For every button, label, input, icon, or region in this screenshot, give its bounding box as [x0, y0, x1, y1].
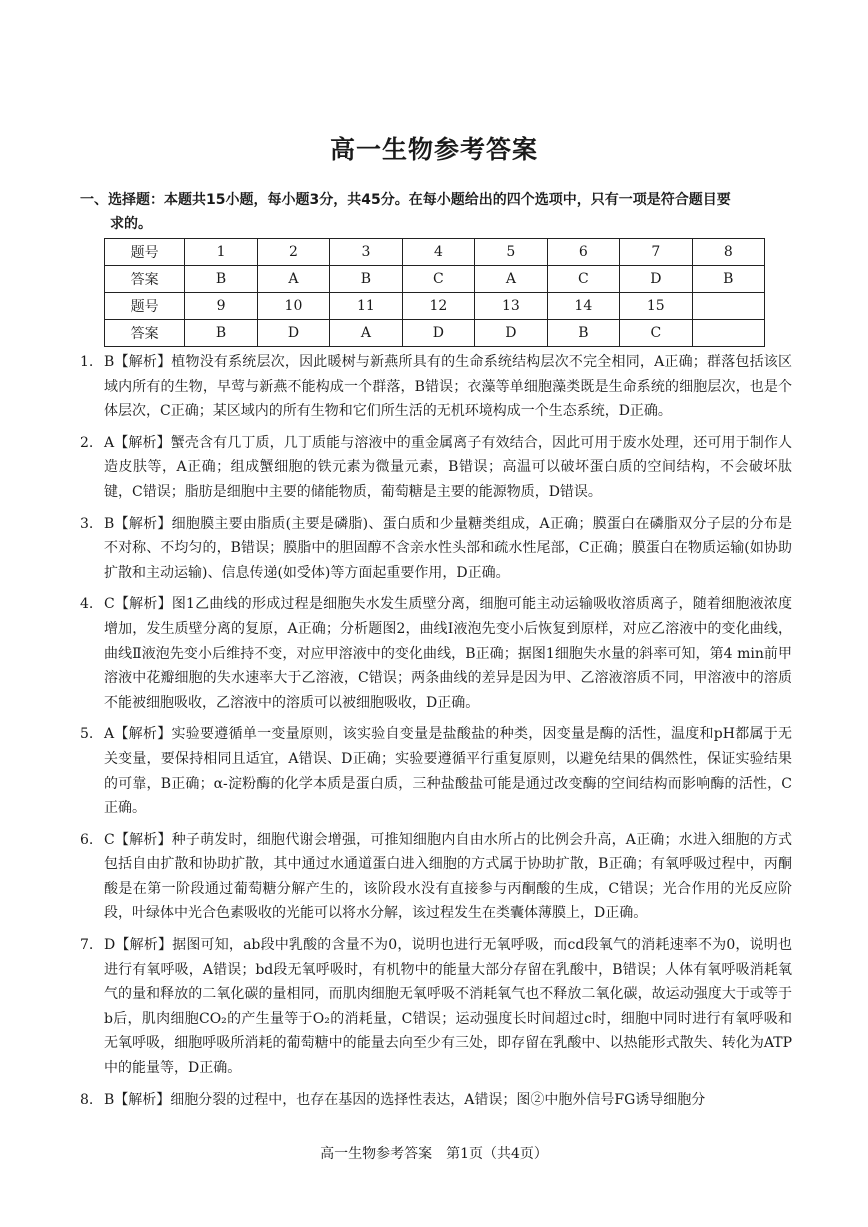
explanation-answer: D [104, 937, 116, 954]
explanation-number: 2. [80, 434, 94, 451]
answer-table-cell: D [257, 320, 329, 347]
explanation-text: 据图可知，ab段中乳酸的含量不为0，说明也进行无氧呼吸，而cd段氧气的消耗速率不为0，说明也进行有氧呼吸，A错误；bd段无氧呼吸时，有机物中的能量大部分存留在乳酸中，B错误；人体有氧呼吸消耗氧气的量和释放的二氧化碳的量相同，而肌肉细胞无氧呼吸不消耗氧气也不释放二氧化碳，故运动强度大于或等于b后，肌肉细胞CO₂的产生量等于O₂的消耗量，C错误；运动强度长时间超过c时，细胞中同时进行有氧呼吸和无氧呼吸，细胞呼吸所消耗的葡萄糖中的能量去向至少有三处，即存留在乳酸中、以热能形式散失、转化为ATP中的能量等，D正确。 [104, 937, 792, 1077]
answer-table-row-header: 题号 [105, 293, 185, 320]
explanation-body [104, 828, 792, 926]
explanation-item [80, 350, 792, 424]
answer-table-cell: A [330, 320, 402, 347]
explanation-text: 种子萌发时，细胞代谢会增强，可推知细胞内自由水所占的比例会升高，A正确；水进入细胞的方式包括自由扩散和协助扩散，其中通过水通道蛋白进入细胞的方式属于协助扩散，B正确；有氧呼吸过程中，丙酮酸是在第一阶段通过葡萄糖分解产生的，该阶段水没有直接参与丙酮酸的生成，C错误；光合作用的光反应阶段，叶绿体中光合色素吸收的光能可以将水分解，该过程发生在类囊体薄膜上，D正确。 [104, 831, 793, 922]
answer-table-cell: B [547, 320, 619, 347]
answer-table-cell: 15 [620, 293, 692, 320]
answer-table-cell: B [692, 266, 764, 293]
answer-table-cell: 11 [330, 293, 402, 320]
explanation-item [80, 828, 792, 926]
explanation-number: 8. [80, 1091, 94, 1108]
explanation-answer: C [104, 831, 115, 848]
answer-table-cell: 3 [330, 239, 402, 266]
answer-table-cell: 10 [257, 293, 329, 320]
explanation-item [80, 431, 792, 505]
answer-table-cell: 1 [185, 239, 257, 266]
answer-table-cell: 13 [475, 293, 547, 320]
answer-table-cell: 8 [692, 239, 764, 266]
page-title: 高一生物参考答案 [329, 135, 538, 164]
answer-table-cell: 7 [620, 239, 692, 266]
section-heading-line1: 一、选择题：本题共15小题，每小题3分，共45分。在每小题给出的四个选项中，只有一项是符合题目要 [80, 192, 731, 208]
page-footer: 高一生物参考答案 第1页（共4页） [320, 1146, 548, 1162]
explanation-tag: 【解析】 [114, 596, 172, 613]
answer-table-cell: 6 [547, 239, 619, 266]
explanation-item [80, 722, 792, 820]
answer-table-row [105, 239, 765, 266]
answer-table-cell: 9 [185, 293, 257, 320]
answer-table-cell: B [185, 320, 257, 347]
explanation-item [80, 933, 792, 1081]
explanation-number: 4. [80, 596, 94, 613]
explanation-tag: 【解析】 [114, 354, 172, 370]
explanation-answer: A [104, 726, 115, 743]
explanation-body [104, 933, 792, 1081]
answer-table-row [105, 320, 765, 347]
answer-table-cell: 4 [402, 239, 474, 266]
explanation-answer: C [104, 596, 115, 613]
explanation-number: 3. [80, 515, 94, 532]
answer-table-cell: D [620, 266, 692, 293]
explanation-body [104, 512, 792, 586]
answer-table-cell: A [257, 266, 329, 293]
explanation-answer: B [104, 1091, 115, 1108]
explanation-body [104, 431, 792, 505]
answer-table-cell: D [475, 320, 547, 347]
explanation-answer: B [104, 515, 115, 532]
explanation-tag: 【解析】 [114, 726, 172, 743]
explanation-number: 7. [80, 937, 94, 954]
explanation-body [104, 592, 792, 715]
section-heading-line2: 求的。 [110, 216, 152, 232]
explanation-body [104, 350, 792, 424]
answer-table-row-header: 答案 [105, 320, 185, 347]
explanation-text: 图1乙曲线的形成过程是细胞失水发生质壁分离，细胞可能主动运输吸收溶质离子，随着细胞液浓度增加，发生质壁分离的复原，A正确；分析题图2，曲线Ⅰ液泡先变小后恢复到原样，对应乙溶液中的变化曲线，曲线Ⅱ液泡先变小后维持不变，对应甲溶液中的变化曲线，B正确；据图1细胞失水量的斜率可知，第4 min前甲溶液中花瓣细胞的失水速率大于乙溶液，C错误；两条曲线的差异是因为甲、乙溶液溶质不同，甲溶液中的溶质不能被细胞吸收，乙溶液中的溶质可以被细胞吸收，D正确。 [104, 596, 793, 711]
answer-table-row [105, 266, 765, 293]
answer-table-row-header: 题号 [105, 239, 185, 266]
answer-table-cell [692, 293, 764, 320]
answer-table-row-header: 答案 [105, 266, 185, 293]
explanation-tag: 【解析】 [115, 937, 173, 954]
explanation-text: 植物没有系统层次，因此暖树与新燕所具有的生命系统结构层次不完全相同，A正确；群落包括该区域内所有的生物，早莺与新燕不能构成一个群落，B错误；衣藻等单细胞藻类既是生命系统的细胞层次，也是个体层次，C正确；某区域内的所有生物和它们所生活的无机环境构成一个生态系统，D正确。 [104, 354, 792, 420]
explanation-tag: 【解析】 [114, 831, 172, 848]
answer-table-cell: 14 [547, 293, 619, 320]
explanation-item [80, 1088, 792, 1113]
section-heading [80, 188, 792, 236]
explanation-body [104, 1088, 792, 1113]
answer-table-row [105, 293, 765, 320]
answer-table-cell: 12 [402, 293, 474, 320]
explanation-body [104, 722, 792, 820]
answer-table-cell [692, 320, 764, 347]
answer-table-cell: B [185, 266, 257, 293]
explanation-number: 6. [80, 831, 94, 848]
explanation-text: 细胞分裂的过程中，也存在基因的选择性表达，A错误；图②中胞外信号FG诱导细胞分 [170, 1091, 706, 1108]
answer-table-cell: D [402, 320, 474, 347]
explanation-number: 1. [80, 354, 94, 370]
answer-table-cell: C [620, 320, 692, 347]
answer-table-cell: A [475, 266, 547, 293]
answer-table-cell: C [402, 266, 474, 293]
explanation-answer: B [104, 354, 115, 370]
explanation-tag: 【解析】 [114, 434, 171, 451]
explanation-answer: A [104, 434, 115, 451]
answer-table [104, 238, 765, 347]
answer-table-cell: C [547, 266, 619, 293]
explanation-item [80, 512, 792, 586]
answer-table-cell: 5 [475, 239, 547, 266]
answer-table-cell: 2 [257, 239, 329, 266]
explanation-text: 实验要遵循单一变量原则，该实验自变量是盐酸盐的种类，因变量是酶的活性，温度和pH都属于无关变量，要保持相同且适宜，A错误、D正确；实验要遵循平行重复原则，以避免结果的偶然性，保证实验结果的可靠，B正确；α-淀粉酶的化学本质是蛋白质，三种盐酸盐可能是通过改变酶的空间结构而影响酶的活性，C正确。 [104, 726, 793, 817]
explanation-text: 细胞膜主要由脂质(主要是磷脂)、蛋白质和少量糖类组成，A正确；膜蛋白在磷脂双分子层的分布是不对称、不均匀的，B错误；膜脂中的胆固醇不含亲水性头部和疏水性尾部，C正确；膜蛋白在物质运输(如协助扩散和主动运输)、信息传递(如受体)等方面起重要作用，D正确。 [104, 515, 792, 581]
explanation-tag: 【解析】 [114, 1091, 171, 1108]
explanation-number: 5. [80, 726, 94, 743]
answer-table-cell: B [330, 266, 402, 293]
explanation-item [80, 592, 792, 715]
explanation-text: 蟹壳含有几丁质，几丁质能与溶液中的重金属离子有效结合，因此可用于废水处理，还可用于制作人造皮肤等，A正确；组成蟹细胞的铁元素为微量元素，B错误；高温可以破坏蛋白质的空间结构，不会破坏肽键，C错误；脂肪是细胞中主要的储能物质，葡萄糖是主要的能源物质，D错误。 [104, 434, 793, 500]
explanation-tag: 【解析】 [114, 515, 172, 532]
explanation-list [80, 350, 792, 1119]
